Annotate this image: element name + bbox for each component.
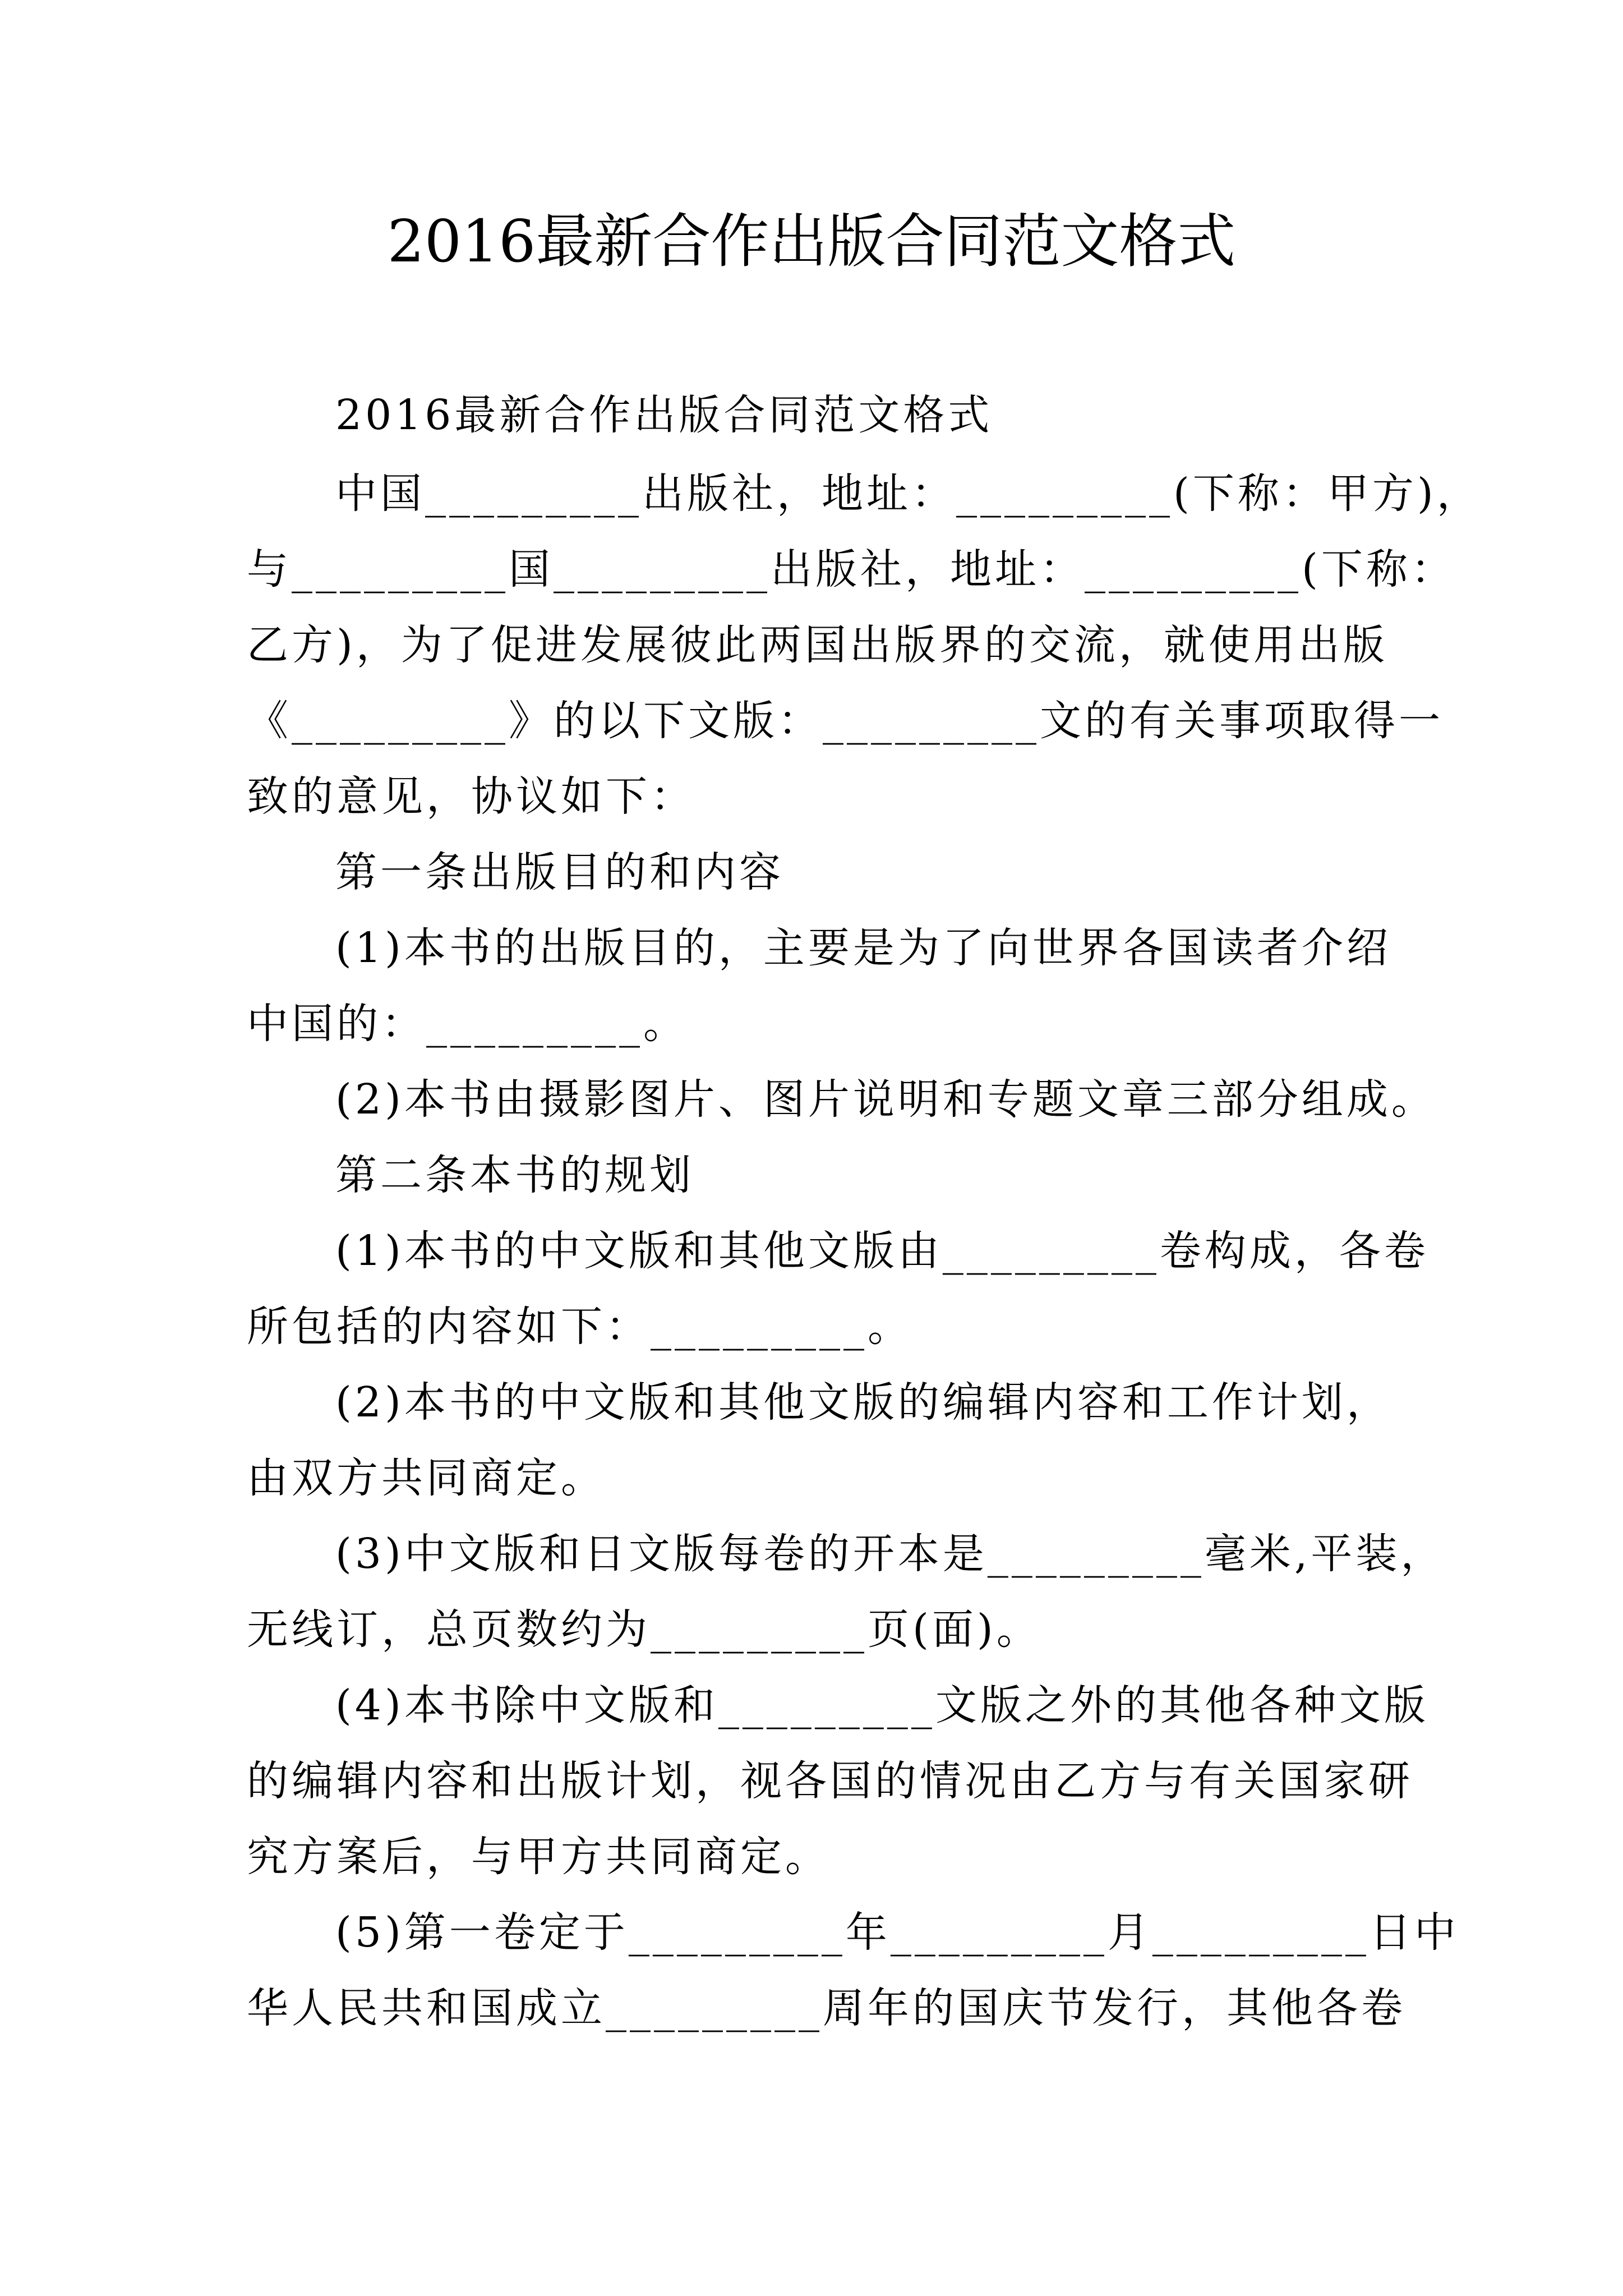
paragraph-line: 的编辑内容和出版计划，视各国的情况由乙方与有关国家研 (247, 1757, 1413, 1805)
document-title: 2016最新合作出版合同范文格式 (387, 207, 1236, 275)
paragraph-line: 致的意见，协议如下： (247, 772, 695, 821)
paragraph-line: 究方案后，与甲方共同商定。 (247, 1833, 830, 1881)
paragraph-line: 乙方)，为了促进发展彼此两国出版界的交流，就使用出版 (247, 621, 1388, 669)
paragraph-line: (2)本书的中文版和其他文版的编辑内容和工作计划， (335, 1378, 1391, 1427)
paragraph-line: 中国的：_________。 (247, 1000, 688, 1048)
paragraph-line: 由双方共同商定。 (247, 1454, 606, 1502)
paragraph-line: 2016最新合作出版合同范文格式 (335, 391, 993, 439)
paragraph-line: (1)本书的中文版和其他文版由_________卷构成，各卷 (335, 1227, 1429, 1275)
paragraph-line: (5)第一卷定于_________年_________月_________日中 (335, 1908, 1459, 1957)
paragraph-line: 所包括的内容如下：_________。 (247, 1303, 912, 1351)
paragraph-line: (4)本书除中文版和_________文版之外的其他各种文版 (335, 1681, 1429, 1729)
paragraph-line: (3)中文版和日文版每卷的开本是_________毫米,平装， (335, 1530, 1446, 1578)
section-heading: 第二条本书的规划 (335, 1151, 694, 1199)
paragraph-line: (2)本书由摄影图片、图片说明和专题文章三部分组成。 (335, 1075, 1436, 1124)
paragraph-line: (1)本书的出版目的，主要是为了向世界各国读者介绍 (335, 924, 1391, 972)
paragraph-line: 《_________》的以下文版：_________文的有关事项取得一 (247, 697, 1444, 745)
paragraph-line: 中国_________出版社，地址：_________(下称：甲方)， (335, 470, 1482, 518)
paragraph-line: 华人民共和国成立_________周年的国庆节发行，其他各卷 (247, 1984, 1406, 2032)
paragraph-line: 无线订，总页数约为_________页(面)。 (247, 1605, 1041, 1654)
section-heading: 第一条出版目的和内容 (335, 848, 784, 896)
paragraph-line: 与_________国_________出版社，地址：_________(下称： (247, 545, 1456, 593)
